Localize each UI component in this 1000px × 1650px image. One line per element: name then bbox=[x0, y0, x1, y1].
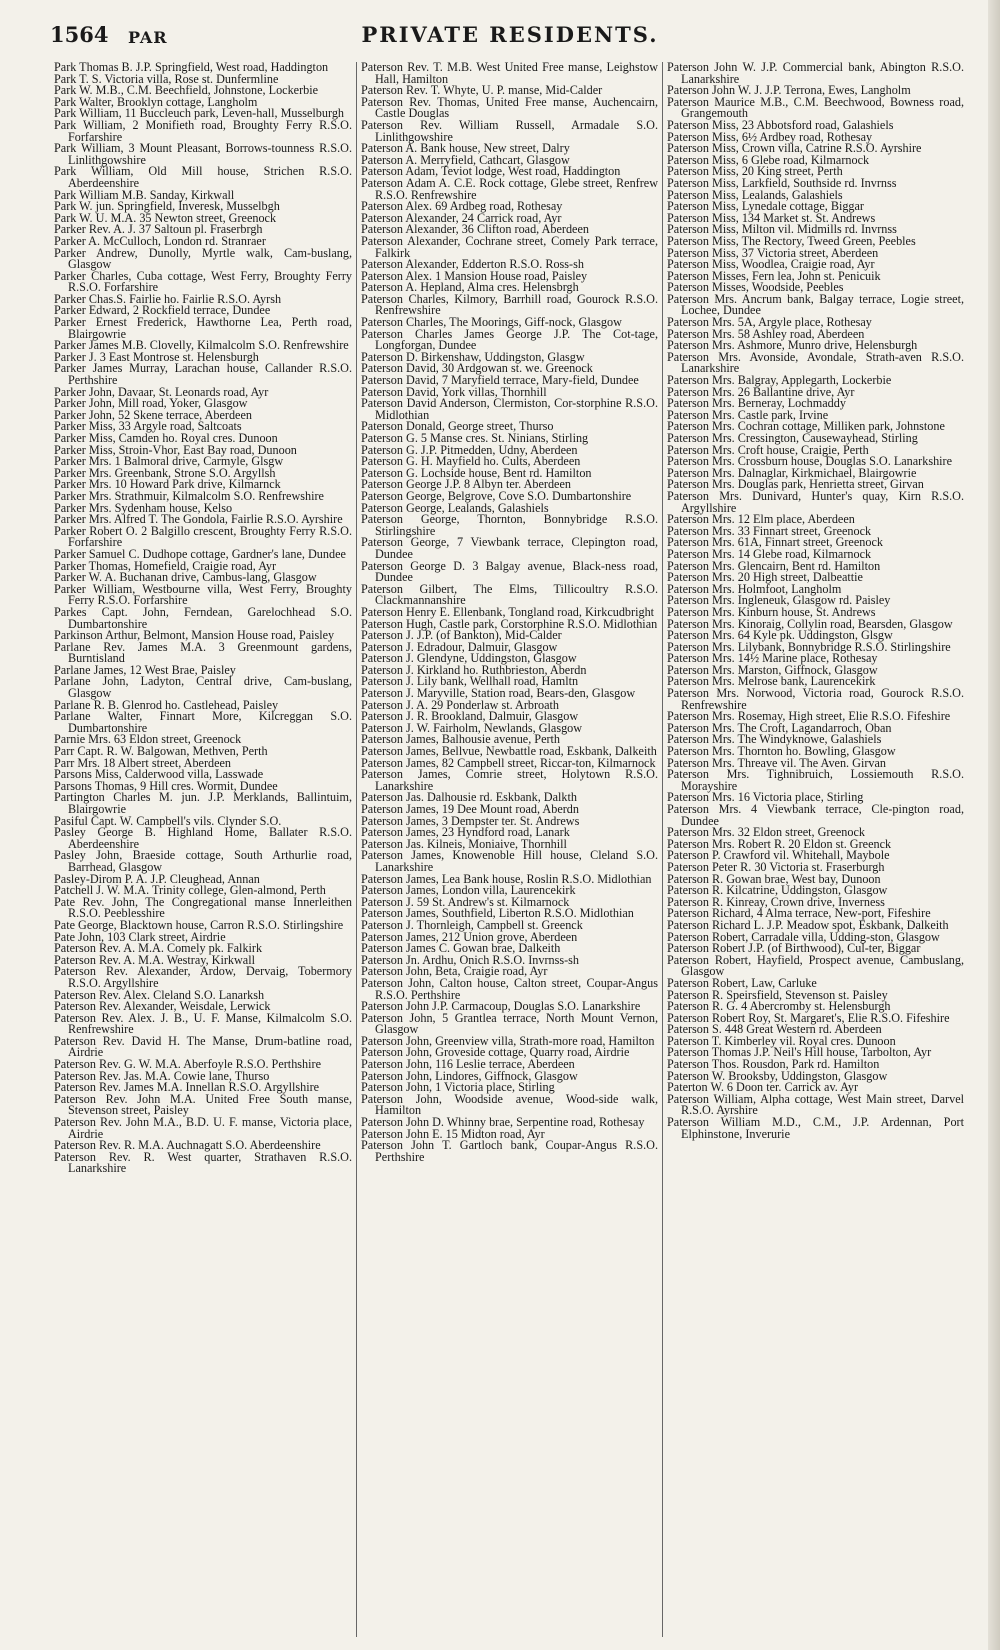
directory-entry: Park W. U. M.A. 35 Newton street, Greenock bbox=[54, 210, 277, 225]
directory-entry: Parker Robert O. 2 Balgillo crescent, Broughty Ferry R.S.O. Forfarshire bbox=[54, 523, 352, 550]
directory-entry: Parker Mrs. Greenbank, Strone S.O. Argyllsh bbox=[54, 465, 276, 480]
directory-entry: Park William, 11 Buccleuch park, Leven-hall, Musselburgh bbox=[54, 106, 345, 121]
directory-entry: Paterson Mrs. Kinoraig, Collylin road, Bearsden, Glasgow bbox=[667, 616, 953, 631]
directory-entry: Paterson Rev. Alexander, Ardow, Dervaig, Tobermory R.S.O. Argyllshire bbox=[54, 964, 352, 990]
directory-entry: Paterson Rev. John M.A., B.D. U. F. manse, Victoria place, Airdrie bbox=[54, 1115, 352, 1141]
directory-entry: Paterson Mrs. 12 Elm place, Aberdeen bbox=[667, 512, 855, 527]
directory-entry: Paterson Miss, Larkfield, Southside rd. Invrnss bbox=[667, 175, 897, 190]
directory-entry: Paterson John, Beta, Craigie road, Ayr bbox=[361, 964, 548, 979]
directory-entry: Paterson Mrs. Threave vil. The Aven. Girvan bbox=[667, 755, 886, 770]
directory-entry: Paterson Mrs. Lilybank, Bonnybridge R.S.O. Stirlingshire bbox=[667, 639, 951, 654]
directory-entry: Paterson Mrs. Dunivard, Hunter's quay, Kirn R.S.O. Argyllshire bbox=[667, 488, 964, 515]
directory-entry: Paterson R. G. 4 Abercromby st. Helensburgh bbox=[667, 999, 891, 1014]
directory-entry: Paterson Thos. Rousdon, Park rd. Hamilton bbox=[667, 1057, 880, 1072]
directory-entry: Paterson Miss, 23 Abbotsford road, Galashiels bbox=[667, 117, 894, 132]
directory-entry: Paterson Mrs. 14 Glebe road, Kilmarnock bbox=[667, 546, 872, 561]
directory-entry: Patchell J. W. M.A. Trinity college, Glen-almond, Perth bbox=[54, 883, 326, 898]
directory-entry: Paterson R. Speirsfield, Stevenson st. Paisley bbox=[667, 987, 888, 1002]
directory-entry: Paterson Mrs. 16 Victoria place, Stirling bbox=[667, 790, 864, 805]
directory-entry: Paterson James, Knowenoble Hill house, Cleland S.O. Lanarkshire bbox=[361, 848, 658, 874]
directory-entry: Paterson William M.D., C.M., J.P. Ardennan, Port Elphinstone, Inverurie bbox=[667, 1115, 964, 1141]
directory-entry: Pasley-Dirom P. A. J.P. Cleughead, Annan bbox=[54, 871, 260, 886]
directory-entry: Paterson John, 116 Leslie terrace, Aberdeen bbox=[361, 1057, 575, 1072]
directory-entry: Paterson J. 59 St. Andrew's st. Kilmarnock bbox=[361, 894, 570, 909]
directory-column-3 bbox=[662, 62, 968, 1637]
directory-entry: Parker W. A. Buchanan drive, Cambus-lang, Glasgow bbox=[54, 570, 317, 585]
directory-entry: Paterson James, 82 Campbell street, Riccar-ton, Kilmarnock bbox=[361, 755, 656, 770]
directory-entry: Paterson Rev. William Russell, Armadale S.O. Linlithgowshire bbox=[361, 117, 658, 144]
directory-entry: Paterson Mrs. 61A, Finnart street, Greenock bbox=[667, 535, 883, 550]
directory-entry: Parker Samuel C. Dudhope cottage, Gardner's lane, Dundee bbox=[54, 546, 346, 561]
directory-entry: Paterson Mrs. Ashmore, Munro drive, Helensburgh bbox=[667, 338, 918, 353]
directory-column-1 bbox=[50, 62, 356, 1637]
directory-entry: Paterson Misses, Fern lea, John st. Penicuik bbox=[667, 268, 881, 283]
directory-entry: Parker Andrew, Dunolly, Myrtle walk, Cam-buslang, Glasgow bbox=[54, 245, 352, 272]
directory-entry: Paterson Mrs. 58 Ashley road, Aberdeen bbox=[667, 326, 865, 341]
directory-entry: Paterson Mrs. Thornton ho. Bowling, Glasgow bbox=[667, 744, 896, 759]
directory-entry: Parlane Walter, Finnart More, Kilcreggan S.O. Dumbartonshire bbox=[54, 709, 352, 735]
directory-entry: Paterson John W. J. J.P. Terrona, Ewes, Langholm bbox=[667, 83, 911, 98]
directory-entry: Pasley George B. Highland Home, Ballater R.S.O. Aberdeenshire bbox=[54, 825, 352, 851]
directory-entry: Paterson James, Balhousie avenue, Perth bbox=[361, 732, 561, 747]
directory-entry: Parker Miss, Camden ho. Royal cres. Dunoon bbox=[54, 431, 278, 445]
directory-entry: Paterson Mrs. Avonside, Avondale, Strath-aven R.S.O. Lanarkshire bbox=[667, 349, 964, 376]
directory-entry: Parlane John, Ladyton, Central drive, Cam-buslang, Glasgow bbox=[54, 674, 352, 701]
directory-entry: Paterson J. Kirkland ho. Ruthbrieston, Aberdn bbox=[361, 662, 587, 677]
directory-entry: Paterson Mrs. Ancrum bank, Balgay terrace, Logie street, Lochee, Dundee bbox=[667, 291, 964, 318]
directory-entry: Parker John, Davaar, St. Leonards road, Ayr bbox=[54, 384, 269, 399]
directory-entry: Paterson Mrs. The Croft, Lagandarroch, Oban bbox=[667, 720, 892, 735]
directory-entry: Paterson G. 5 Manse cres. St. Ninians, Stirling bbox=[361, 431, 589, 445]
page-number: 1564 bbox=[50, 22, 109, 47]
directory-entry: Paterson T. Kimberley vil. Royal cres. Dunoon bbox=[667, 1033, 896, 1048]
directory-entry: Paterson Mrs. Kinburn house, St. Andrews bbox=[667, 604, 876, 619]
directory-entry: Paterson Gilbert, The Elms, Tillicoultry R.S.O. Clackmannanshire bbox=[361, 581, 658, 608]
directory-entry: Parnie Mrs. 63 Eldon street, Greenock bbox=[54, 732, 242, 747]
directory-entry: Paterson James, Southfield, Liberton R.S.O. Midlothian bbox=[361, 906, 634, 921]
directory-entry: Paterson James, Bellvue, Newbattle road, Eskbank, Dalkeith bbox=[361, 744, 657, 759]
directory-entry: Pasiful Capt. W. Campbell's vils. Clynder S.O. bbox=[54, 813, 282, 828]
directory-entry: Park William M.B. Sanday, Kirkwall bbox=[54, 187, 235, 202]
directory-entry: Parker Mrs. Sydenham house, Kelso bbox=[54, 500, 233, 515]
directory-entry: Parsons Miss, Calderwood villa, Lasswade bbox=[54, 767, 264, 782]
directory-entry: Paterson Jas. Kilneis, Moniaive, Thornhill bbox=[361, 836, 567, 851]
directory-entry: Paterson G. Lochside house, Bent rd. Hamilton bbox=[361, 465, 592, 480]
directory-entry: Paterson David, 30 Ardgowan st. we. Greenock bbox=[361, 361, 593, 376]
directory-entry: Parlane Rev. James M.A. 3 Greenmount gardens, Burntisland bbox=[54, 639, 352, 666]
directory-entry: Paterson Richard, 4 Alma terrace, New-port, Fifeshire bbox=[667, 906, 931, 921]
directory-entry: Paterson Rev. A. M.A. Westray, Kirkwall bbox=[54, 952, 255, 967]
directory-entry: Paterson Miss, Woodlea, Craigie road, Ayr bbox=[667, 257, 875, 272]
directory-entry: Parker Mrs. 10 Howard Park drive, Kilmarnck bbox=[54, 477, 281, 492]
directory-entry: Paterson Miss, 6½ Ardbey road, Rothesay bbox=[667, 129, 873, 144]
directory-entry: Parker Thomas, Homefield, Craigie road, Ayr bbox=[54, 558, 277, 573]
directory-entry: Paterson William, Alpha cottage, West Main street, Darvel R.S.O. Ayrshire bbox=[667, 1091, 964, 1118]
directory-entry: Paterson Peter R. 30 Victoria st. Fraserburgh bbox=[667, 859, 885, 874]
directory-entry: Paterson Alexander, Cochrane street, Comely Park terrace, Falkirk bbox=[361, 233, 658, 260]
directory-entry: Paterson Mrs. Berneray, Lochmaddy bbox=[667, 396, 846, 411]
directory-entry: Paterson Mrs. Crossburn house, Douglas S.O. Lanarkshire bbox=[667, 454, 953, 469]
directory-entry: Paterson Mrs. 33 Finnart street, Greenock bbox=[667, 523, 872, 538]
directory-entry: Paterson S. 448 Great Western rd. Aberdeen bbox=[667, 1022, 882, 1037]
directory-entry: Paterson Rev. Thomas, United Free manse, Auchencairn, Castle Douglas bbox=[361, 94, 658, 121]
page-header bbox=[50, 18, 970, 58]
directory-entry: Paterson John D. Whinny brae, Serpentine road, Rothesay bbox=[361, 1115, 645, 1130]
directory-entry: Parker Charles, Cuba cottage, West Ferry, Broughty Ferry R.S.O. Forfarshire bbox=[54, 268, 352, 295]
directory-entry: Paterson Mrs. 20 High street, Dalbeattie bbox=[667, 570, 863, 585]
directory-entry: Paterson Rev. A. M.A. Comely pk. Falkirk bbox=[54, 941, 263, 956]
directory-entry: Paterson David, 7 Maryfield terrace, Mary-field, Dundee bbox=[361, 373, 639, 388]
directory-entry: Paterson Rev. James M.A. Innellan R.S.O. Argyllshire bbox=[54, 1080, 320, 1095]
directory-entry: Partington Charles M. jun. J.P. Merklands, Ballintuim, Blairgowrie bbox=[54, 790, 352, 816]
directory-entry: Paterson Rev. Alexander, Weisdale, Lerwick bbox=[54, 999, 271, 1014]
directory-entry: Paterson George, Thornton, Bonnybridge R.S.O. Stirlingshire bbox=[361, 512, 658, 538]
directory-entry: Parker Chas.S. Fairlie ho. Fairlie R.S.O. Ayrsh bbox=[54, 291, 282, 306]
directory-entry: Paterson Mrs. 32 Eldon street, Greenock bbox=[667, 825, 865, 840]
directory-entry: Paterson Rev. David H. The Manse, Drum-batline road, Airdrie bbox=[54, 1033, 352, 1060]
directory-entry: Parker Rev. A. J. 37 Saltoun pl. Fraserbrgh bbox=[54, 222, 263, 237]
directory-columns bbox=[50, 62, 970, 1637]
directory-entry: Paterson Rev. T. M.B. West United Free manse, Leighstow Hall, Hamilton bbox=[361, 62, 658, 86]
directory-entry: Paterson George, 7 Viewbank terrace, Clepington road, Dundee bbox=[361, 535, 658, 561]
directory-entry: Paterson Alex. 1 Mansion House road, Paisley bbox=[361, 268, 588, 283]
directory-entry: Paterson Mrs. 5A, Argyle place, Rothesay bbox=[667, 315, 872, 330]
directory-entry: Paterson R. Kinreay, Crown drive, Inverness bbox=[667, 894, 885, 909]
directory-entry: Paterson Mrs. 64 Kyle pk. Uddingston, Glsgw bbox=[667, 628, 893, 643]
directory-entry: Pate John, 103 Clark street, Airdrie bbox=[54, 929, 226, 944]
directory-entry: Paterson John T. Gartloch bank, Coupar-Angus R.S.O. Perthshire bbox=[361, 1138, 658, 1164]
directory-entry: Paterson John E. 15 Midton road, Ayr bbox=[361, 1126, 545, 1141]
directory-entry: Paterson Alexander, Edderton R.S.O. Ross-sh bbox=[361, 257, 584, 272]
directory-entry: Park W. M.B., C.M. Beechfield, Johnstone, Lockerbie bbox=[54, 83, 319, 98]
directory-entry: Paterson David Anderson, Clermiston, Cor-storphine R.S.O. Midlothian bbox=[361, 396, 658, 422]
directory-entry: Paterson Mrs. Balgray, Applegarth, Lockerbie bbox=[667, 373, 892, 388]
directory-entry: Paterson P. Crawford vil. Whitehall, Maybole bbox=[667, 848, 890, 863]
directory-entry: Paterson Rev. R. West quarter, Strathaven R.S.O. Lanarkshire bbox=[54, 1149, 352, 1176]
directory-entry: Parker William, Westbourne villa, West Ferry, Broughty Ferry R.S.O. Forfarshire bbox=[54, 581, 352, 608]
directory-entry: Paterson George J.P. 8 Albyn ter. Aberdeen bbox=[361, 477, 571, 492]
directory-entry: Paterson John, 1 Victoria place, Stirling bbox=[361, 1080, 555, 1095]
directory-entry: Paterson John, Groveside cottage, Quarry road, Airdrie bbox=[361, 1045, 630, 1060]
directory-entry: Paterson Miss, 37 Victoria street, Aberdeen bbox=[667, 245, 879, 260]
directory-entry: Parr Capt. R. W. Balgowan, Methven, Perth bbox=[54, 744, 268, 759]
directory-entry: Paterson J. Glendyne, Uddingston, Glasgow bbox=[361, 651, 577, 666]
directory-entry: Park William, 2 Monifieth road, Broughty Ferry R.S.O. Forfarshire bbox=[54, 117, 352, 144]
directory-entry: Park Thomas B. J.P. Springfield, West road, Haddington bbox=[54, 62, 329, 74]
directory-entry: Paterson G. H. Mayfield ho. Cults, Aberdeen bbox=[361, 454, 581, 469]
directory-entry: Paterson Mrs. Croft house, Craigie, Perth bbox=[667, 442, 869, 457]
directory-entry: Paterson Rev. John M.A. United Free South manse, Stevenson street, Paisley bbox=[54, 1091, 352, 1118]
directory-entry: Paterson Miss, 20 King street, Perth bbox=[667, 164, 843, 179]
directory-entry: Paterson A. Hepland, Alma cres. Helensbrgh bbox=[361, 280, 579, 295]
directory-entry: Pate George, Blacktown house, Carron R.S.O. Stirlingshire bbox=[54, 917, 344, 932]
directory-entry: Paterson Adam A. C.E. Rock cottage, Glebe street, Renfrew R.S.O. Renfrewshire bbox=[361, 175, 658, 202]
directory-entry: Paterson George, Lealands, Galashiels bbox=[361, 500, 549, 515]
directory-entry: Paterson Mrs. Rosemay, High street, Elie R.S.O. Fifeshire bbox=[667, 709, 951, 724]
directory-entry: Paterson George D. 3 Balgay avenue, Black-ness road, Dundee bbox=[361, 558, 658, 585]
directory-entry: Paterson Misses, Woodside, Peebles bbox=[667, 280, 844, 295]
directory-entry: Paterson Mrs. Castle park, Irvine bbox=[667, 407, 829, 422]
directory-entry: Paterson Miss, 134 Market st. St. Andrews bbox=[667, 210, 876, 225]
directory-entry: Park W. jun. Springfield, Inveresk, Musselbgh bbox=[54, 199, 280, 214]
directory-entry: Paterson John, Greenview villa, Strath-more road, Hamilton bbox=[361, 1033, 655, 1048]
directory-entry: Paterson Rev. R. M.A. Auchnagatt S.O. Aberdeenshire bbox=[54, 1138, 321, 1153]
directory-entry: Paterson Jn. Ardhu, Onich R.S.O. Invrnss-sh bbox=[361, 952, 580, 967]
page-binding-edge bbox=[988, 0, 1000, 1650]
directory-entry: Paterson Mrs. Marston, Giffnock, Glasgow bbox=[667, 662, 878, 677]
directory-entry: Paterson J. Lily bank, Wellhall road, Hamltn bbox=[361, 674, 579, 689]
directory-entry: Paterson Charles, Kilmory, Barrhill road, Gourock R.S.O. Renfrewshire bbox=[361, 291, 658, 318]
directory-entry: Paterson James, 19 Dee Mount road, Aberdn bbox=[361, 802, 579, 816]
directory-entry: Park Walter, Brooklyn cottage, Langholm bbox=[54, 94, 258, 109]
directory-entry: Paterson Robert Roy, St. Margaret's, Elie R.S.O. Fifeshire bbox=[667, 1010, 950, 1025]
directory-entry: Paterson J. R. Brookland, Dalmuir, Glasgow bbox=[361, 709, 579, 724]
directory-entry: Paterson Rev. Alex. J. B., U. F. Manse, Kilmalcolm S.O. Renfrewshire bbox=[54, 1010, 352, 1037]
directory-entry: Paterson A. Merryfield, Cathcart, Glasgow bbox=[361, 152, 570, 167]
directory-entry: Paterson Charles, The Moorings, Giff-nock, Glasgow bbox=[361, 315, 622, 330]
directory-entry: Paterson David, York villas, Thornhill bbox=[361, 384, 547, 399]
directory-entry: Parker Miss, Stroin-Vhor, East Bay road, Dunoon bbox=[54, 442, 297, 457]
directory-entry: Paterton W. 6 Doon ter. Carrick av. Ayr bbox=[667, 1080, 859, 1095]
directory-entry: Paterson James C. Gowan brae, Dalkeith bbox=[361, 941, 561, 956]
directory-entry: Paterson R. Gowan brae, West bay, Dunoon bbox=[667, 871, 881, 886]
directory-entry: Paterson Mrs. Dalnaglar, Kirkmichael, Blairgowrie bbox=[667, 465, 917, 480]
directory-entry: Paterson J. W. Fairholm, Newlands, Glasgow bbox=[361, 720, 583, 735]
directory-entry: Paterson J. Thornleigh, Campbell st. Greenck bbox=[361, 917, 583, 932]
directory-entry: Paterson Miss, Crown villa, Catrine R.S.O. Ayrshire bbox=[667, 141, 922, 156]
directory-entry: Paterson Alexander, 24 Carrick road, Ayr bbox=[361, 210, 562, 225]
directory-entry: Parker Miss, 33 Argyle road, Saltcoats bbox=[54, 419, 242, 434]
directory-entry: Paterson John, Lindores, Giffnock, Glasgow bbox=[361, 1068, 578, 1083]
directory-entry: Paterson J. Edradour, Dalmuir, Glasgow bbox=[361, 639, 558, 654]
directory-entry: Parr Mrs. 18 Albert street, Aberdeen bbox=[54, 755, 232, 770]
directory-entry: Parker Edward, 2 Rockfield terrace, Dundee bbox=[54, 303, 271, 318]
directory-entry: Paterson A. Bank house, New street, Dalry bbox=[361, 141, 570, 156]
directory-entry: Paterson J. J.P. (of Bankton), Mid-Calder bbox=[361, 628, 562, 643]
directory-entry: Paterson Robert, Law, Carluke bbox=[667, 975, 817, 990]
directory-entry: Paterson Henry E. Ellenbank, Tongland road, Kirkcudbright bbox=[361, 604, 655, 619]
directory-entry: Parker A. McCulloch, London rd. Stranraer bbox=[54, 233, 266, 248]
directory-entry: Paterson Thomas J.P. Neil's Hill house, Tarbolton, Ayr bbox=[667, 1045, 932, 1060]
directory-entry: Paterson Mrs. Holmfoot, Langholm bbox=[667, 581, 842, 596]
directory-entry: Parlane James, 12 West Brae, Paisley bbox=[54, 662, 236, 677]
directory-entry: Parker Ernest Frederick, Hawthorne Lea, Perth road, Blairgowrie bbox=[54, 315, 352, 341]
directory-entry: Paterson James, Lea Bank house, Roslin R.S.O. Midlothian bbox=[361, 871, 652, 886]
directory-entry: Parker James M.B. Clovelly, Kilmalcolm S.O. Renfrewshire bbox=[54, 338, 349, 353]
directory-entry: Paterson James, London villa, Laurencekirk bbox=[361, 883, 576, 898]
directory-entry: Paterson Mrs. Norwood, Victoria road, Gourock R.S.O. Renfrewshire bbox=[667, 686, 964, 712]
directory-column-2 bbox=[356, 62, 662, 1637]
directory-entry: Pate Rev. John, The Congregational manse Innerleithen R.S.O. Peeblesshire bbox=[54, 894, 352, 921]
directory-entry: Paterson Mrs. 26 Ballantine drive, Ayr bbox=[667, 384, 855, 399]
directory-entry: Paterson Mrs. 4 Viewbank terrace, Cle-pington road, Dundee bbox=[667, 802, 964, 828]
directory-entry: Paterson Mrs. Robert R. 20 Eldon st. Greenck bbox=[667, 836, 892, 851]
directory-entry: Paterson G. J.P. Pitmedden, Udny, Aberdeen bbox=[361, 442, 578, 457]
directory-entry: Paterson D. Birkenshaw, Uddingston, Glasgw bbox=[361, 349, 585, 364]
directory-entry: Paterson Miss, 6 Glebe road, Kilmarnock bbox=[667, 152, 870, 167]
directory-entry: Paterson John, 5 Grantlea terrace, North Mount Vernon, Glasgow bbox=[361, 1010, 658, 1037]
directory-entry: Paterson John W. J.P. Commercial bank, Abington R.S.O. Lanarkshire bbox=[667, 62, 964, 86]
directory-entry: Paterson Adam, Teviot lodge, West road, Haddington bbox=[361, 164, 621, 179]
directory-entry: Parker Mrs. Alfred T. The Gondola, Fairlie R.S.O. Ayrshire bbox=[54, 512, 343, 527]
directory-entry: Paterson Rev. Jas. M.A. Cowie lane, Thurso bbox=[54, 1068, 270, 1083]
directory-entry: Paterson Miss, Lealands, Galashiels bbox=[667, 187, 843, 202]
directory-entry: Paterson R. Kilcatrine, Uddingston, Glasgow bbox=[667, 883, 888, 898]
directory-entry: Paterson John, Calton house, Calton street, Coupar-Angus R.S.O. Perthshire bbox=[361, 975, 658, 1002]
directory-entry: Paterson Alex. 69 Ardbeg road, Rothesay bbox=[361, 199, 563, 214]
directory-entry: Paterson Robert J.P. (of Birthwood), Cul-ter, Biggar bbox=[667, 941, 921, 956]
directory-entry: Paterson Mrs. 14½ Marine place, Rothesay bbox=[667, 651, 878, 666]
directory-entry: Parker John, Mill road, Yoker, Glasgow bbox=[54, 396, 248, 411]
directory-entry: Parker John, 52 Skene terrace, Aberdeen bbox=[54, 407, 252, 422]
directory-entry: Parker Mrs. Strathmuir, Kilmalcolm S.O. Renfrewshire bbox=[54, 488, 324, 503]
directory-entry: Paterson Miss, Milton vil. Midmills rd. Invrnss bbox=[667, 222, 897, 237]
directory-entry: Park William, Old Mill house, Strichen R.S.O. Aberdeenshire bbox=[54, 164, 352, 190]
directory-entry: Paterson Richard L. J.P. Meadow spot, Eskbank, Dalkeith bbox=[667, 917, 949, 932]
directory-entry: Paterson Mrs. Melrose bank, Laurencekirk bbox=[667, 674, 876, 689]
directory-entry: Paterson Jas. Dalhousie rd. Eskbank, Dalkth bbox=[361, 790, 577, 805]
directory-entry: Paterson James, 23 Hyndford road, Lanark bbox=[361, 825, 570, 840]
directory-entry: Paterson Rev. T. Whyte, U. P. manse, Mid-Calder bbox=[361, 83, 603, 98]
directory-entry: Paterson James, 3 Dempster ter. St. Andrews bbox=[361, 813, 580, 828]
directory-entry: Paterson James, Comrie street, Holytown R.S.O. Lanarkshire bbox=[361, 767, 658, 793]
directory-entry: Paterson J. Maryville, Station road, Bears-den, Glasgow bbox=[361, 686, 636, 701]
directory-entry: Paterson Miss, The Rectory, Tweed Green, Peebles bbox=[667, 233, 916, 248]
directory-entry: Paterson Alexander, 36 Clifton road, Aberdeen bbox=[361, 222, 589, 237]
directory-entry: Parker Mrs. 1 Balmoral drive, Carmyle, Glsgw bbox=[54, 454, 284, 469]
directory-entry: Paterson Mrs. Douglas park, Henrietta street, Girvan bbox=[667, 477, 924, 492]
directory-entry: Paterson Mrs. Ingleneuk, Glasgow rd. Paisley bbox=[667, 593, 891, 608]
directory-entry: Park William, 3 Mount Pleasant, Borrows-tounness R.S.O. Linlithgowshire bbox=[54, 141, 352, 167]
directory-entry: Paterson J. A. 29 Ponderlaw st. Arbroath bbox=[361, 697, 560, 712]
directory-entry: Paterson Charles James George J.P. The Cot-tage, Longforgan, Dundee bbox=[361, 326, 658, 353]
page-title: PRIVATE RESIDENTS. bbox=[361, 22, 659, 47]
directory-entry: Pasley John, Braeside cottage, South Arthurlie road, Barrhead, Glasgow bbox=[54, 848, 352, 874]
directory-entry: Park T. S. Victoria villa, Rose st. Dunfermline bbox=[54, 71, 279, 86]
directory-entry: Parlane R. B. Glenrod ho. Castlehead, Paisley bbox=[54, 697, 279, 712]
directory-entry: Paterson Rev. G. W. M.A. Aberfoyle R.S.O. Perthshire bbox=[54, 1057, 321, 1072]
directory-entry: Paterson Rev. Alex. Cleland S.O. Lanarksh bbox=[54, 987, 265, 1002]
directory-entry: Parker J. 3 East Montrose st. Helensburgh bbox=[54, 349, 259, 364]
directory-entry: Paterson Donald, George street, Thurso bbox=[361, 419, 554, 434]
directory-entry: Parsons Thomas, 9 Hill cres. Wormit, Dundee bbox=[54, 778, 278, 793]
directory-entry: Paterson Mrs. Glencairn, Bent rd. Hamilton bbox=[667, 558, 881, 573]
directory-entry: Paterson Mrs. The Windyknowe, Galashiels bbox=[667, 732, 882, 747]
directory-entry: Paterson George, Belgrove, Cove S.O. Dumbartonshire bbox=[361, 488, 632, 503]
directory-entry: Parkinson Arthur, Belmont, Mansion House road, Paisley bbox=[54, 628, 335, 643]
directory-entry: Paterson Robert, Carradale villa, Udding-ston, Glasgow bbox=[667, 929, 940, 944]
directory-entry: Paterson Mrs. Cressington, Causewayhead, Stirling bbox=[667, 431, 918, 445]
directory-entry: Paterson Hugh, Castle park, Corstorphine R.S.O. Midlothian bbox=[361, 616, 658, 631]
directory-entry: Paterson Miss, Lynedale cottage, Biggar bbox=[667, 199, 864, 214]
directory-entry: Paterson Mrs. Cochran cottage, Milliken park, Johnstone bbox=[667, 419, 945, 434]
directory-entry: Paterson W. Brooksby, Uddingston, Glasgow bbox=[667, 1068, 888, 1083]
directory-entry: Paterson Maurice M.B., C.M. Beechwood, Bowness road, Grangemouth bbox=[667, 94, 964, 121]
running-code: PAR bbox=[128, 28, 168, 47]
directory-entry: Paterson John, Woodside avenue, Wood-side walk, Hamilton bbox=[361, 1091, 658, 1118]
directory-entry: Parkes Capt. John, Ferndean, Garelochhead S.O. Dumbartonshire bbox=[54, 604, 352, 631]
directory-entry: Paterson Robert, Hayfield, Prospect avenue, Cambuslang, Glasgow bbox=[667, 952, 964, 979]
directory-entry: Parker James Murray, Larachan house, Callander R.S.O. Perthshire bbox=[54, 361, 352, 388]
directory-entry: Paterson Mrs. Tighnibruich, Lossiemouth R.S.O. Morayshire bbox=[667, 767, 964, 793]
directory-entry: Paterson John J.P. Carmacoup, Douglas S.O. Lanarkshire bbox=[361, 999, 641, 1014]
directory-entry: Paterson James, 212 Union grove, Aberdeen bbox=[361, 929, 578, 944]
